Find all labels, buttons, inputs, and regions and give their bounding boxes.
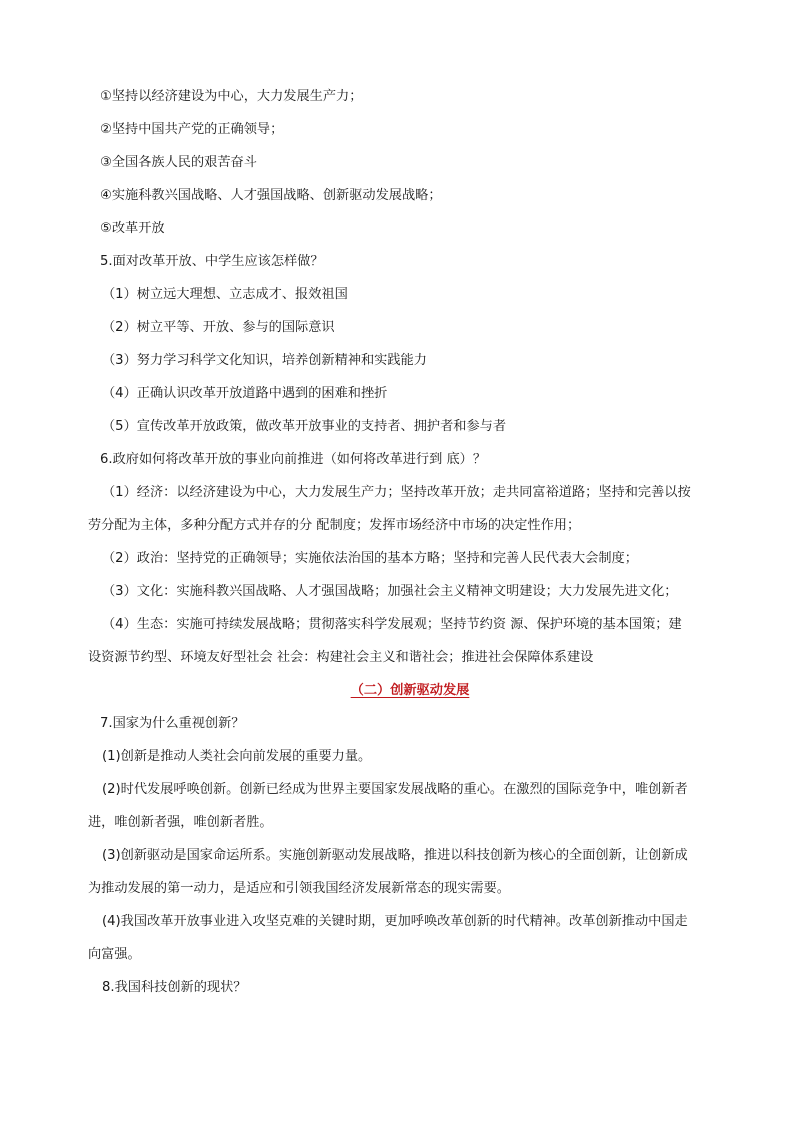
q6-economy-line-2: 劳分配为主体，多种分配方式并存的分 配制度；发挥市场经济中市场的决定性作用； bbox=[88, 518, 581, 533]
q7-point-4-line-1: (4)我国改革开放事业进入攻坚克难的关键时期，更加呼唤改革创新的时代精神。改革创新推动中国走 bbox=[102, 914, 688, 929]
document-body bbox=[88, 80, 720, 1004]
q7-point-4-line-2: 向富强。 bbox=[88, 947, 141, 962]
question-6: 6.政府如何将改革开放的事业向前推进（如何将改革进行到 底）？ bbox=[100, 452, 487, 467]
q6-culture: （3）文化：实施科教兴国战略、人才强国战略；加强社会主义精神文明建设；大力发展先进文化； bbox=[102, 584, 678, 599]
q7-point-1: (1)创新是推动人类社会向前发展的重要力量。 bbox=[102, 749, 372, 764]
list-item-reform-opening: ⑤改革开放 bbox=[100, 221, 165, 236]
q7-point-2-line-1: (2)时代发展呼唤创新。创新已经成为世界主要国家发展战略的重心。在激烈的国际竞争中，唯创新者 bbox=[102, 782, 688, 797]
q5-answer-3: （3）努力学习科学文化知识，培养创新精神和实践能力 bbox=[102, 353, 427, 368]
q5-answer-4: （4）正确认识改革开放道路中遇到的困难和挫折 bbox=[102, 386, 388, 401]
q5-answer-1: （1）树立远大理想、立志成才、报效祖国 bbox=[102, 287, 348, 302]
question-5: 5.面对改革开放、中学生应该怎样做？ bbox=[100, 254, 324, 269]
list-item-people-struggle: ③全国各族人民的艰苦奋斗 bbox=[100, 155, 257, 170]
q6-politics: （2）政治：坚持党的正确领导；实施依法治国的基本方略；坚持和完善人民代表大会制度； bbox=[102, 551, 638, 566]
q6-economy-line-1: （1）经济：以经济建设为中心，大力发展生产力；坚持改革开放；走共同富裕道路；坚持和完善以按 bbox=[102, 485, 691, 500]
q6-ecology-line-2: 设资源节约型、环境友好型社会 社会：构建社会主义和谐社会；推进社会保障体系建设 bbox=[88, 650, 594, 665]
section-title-text: （二）创新驱动发展 bbox=[350, 683, 470, 698]
q6-ecology-line-1: （4）生态：实施可持续发展战略；贯彻落实科学发展观；坚持节约资 源、保护环境的基本国策；建 bbox=[102, 617, 682, 632]
list-item-party-leadership: ②坚持中国共产党的正确领导； bbox=[100, 122, 284, 137]
q7-point-3-line-1: (3)创新驱动是国家命运所系。实施创新驱动发展战略，推进以科技创新为核心的全面创新，让创新成 bbox=[102, 848, 688, 863]
q5-answer-2: （2）树立平等、开放、参与的国际意识 bbox=[102, 320, 335, 335]
question-7: 7.国家为什么重视创新？ bbox=[100, 716, 245, 731]
q7-point-3-line-2: 为推动发展的第一动力，是适应和引领我国经济发展新常态的现实需要。 bbox=[88, 881, 510, 896]
question-8: 8.我国科技创新的现状？ bbox=[102, 980, 247, 995]
list-item-economic-construction: ①坚持以经济建设为中心，大力发展生产力； bbox=[100, 89, 363, 104]
list-item-strategies: ④实施科教兴国战略、人才强国战略、创新驱动发展战略； bbox=[100, 188, 442, 203]
section-title-innovation bbox=[100, 674, 720, 707]
q5-answer-5: （5）宣传改革开放政策，做改革开放事业的支持者、拥护者和参与者 bbox=[102, 419, 507, 434]
q7-point-2-line-2: 进，唯创新者强，唯创新者胜。 bbox=[88, 815, 273, 830]
